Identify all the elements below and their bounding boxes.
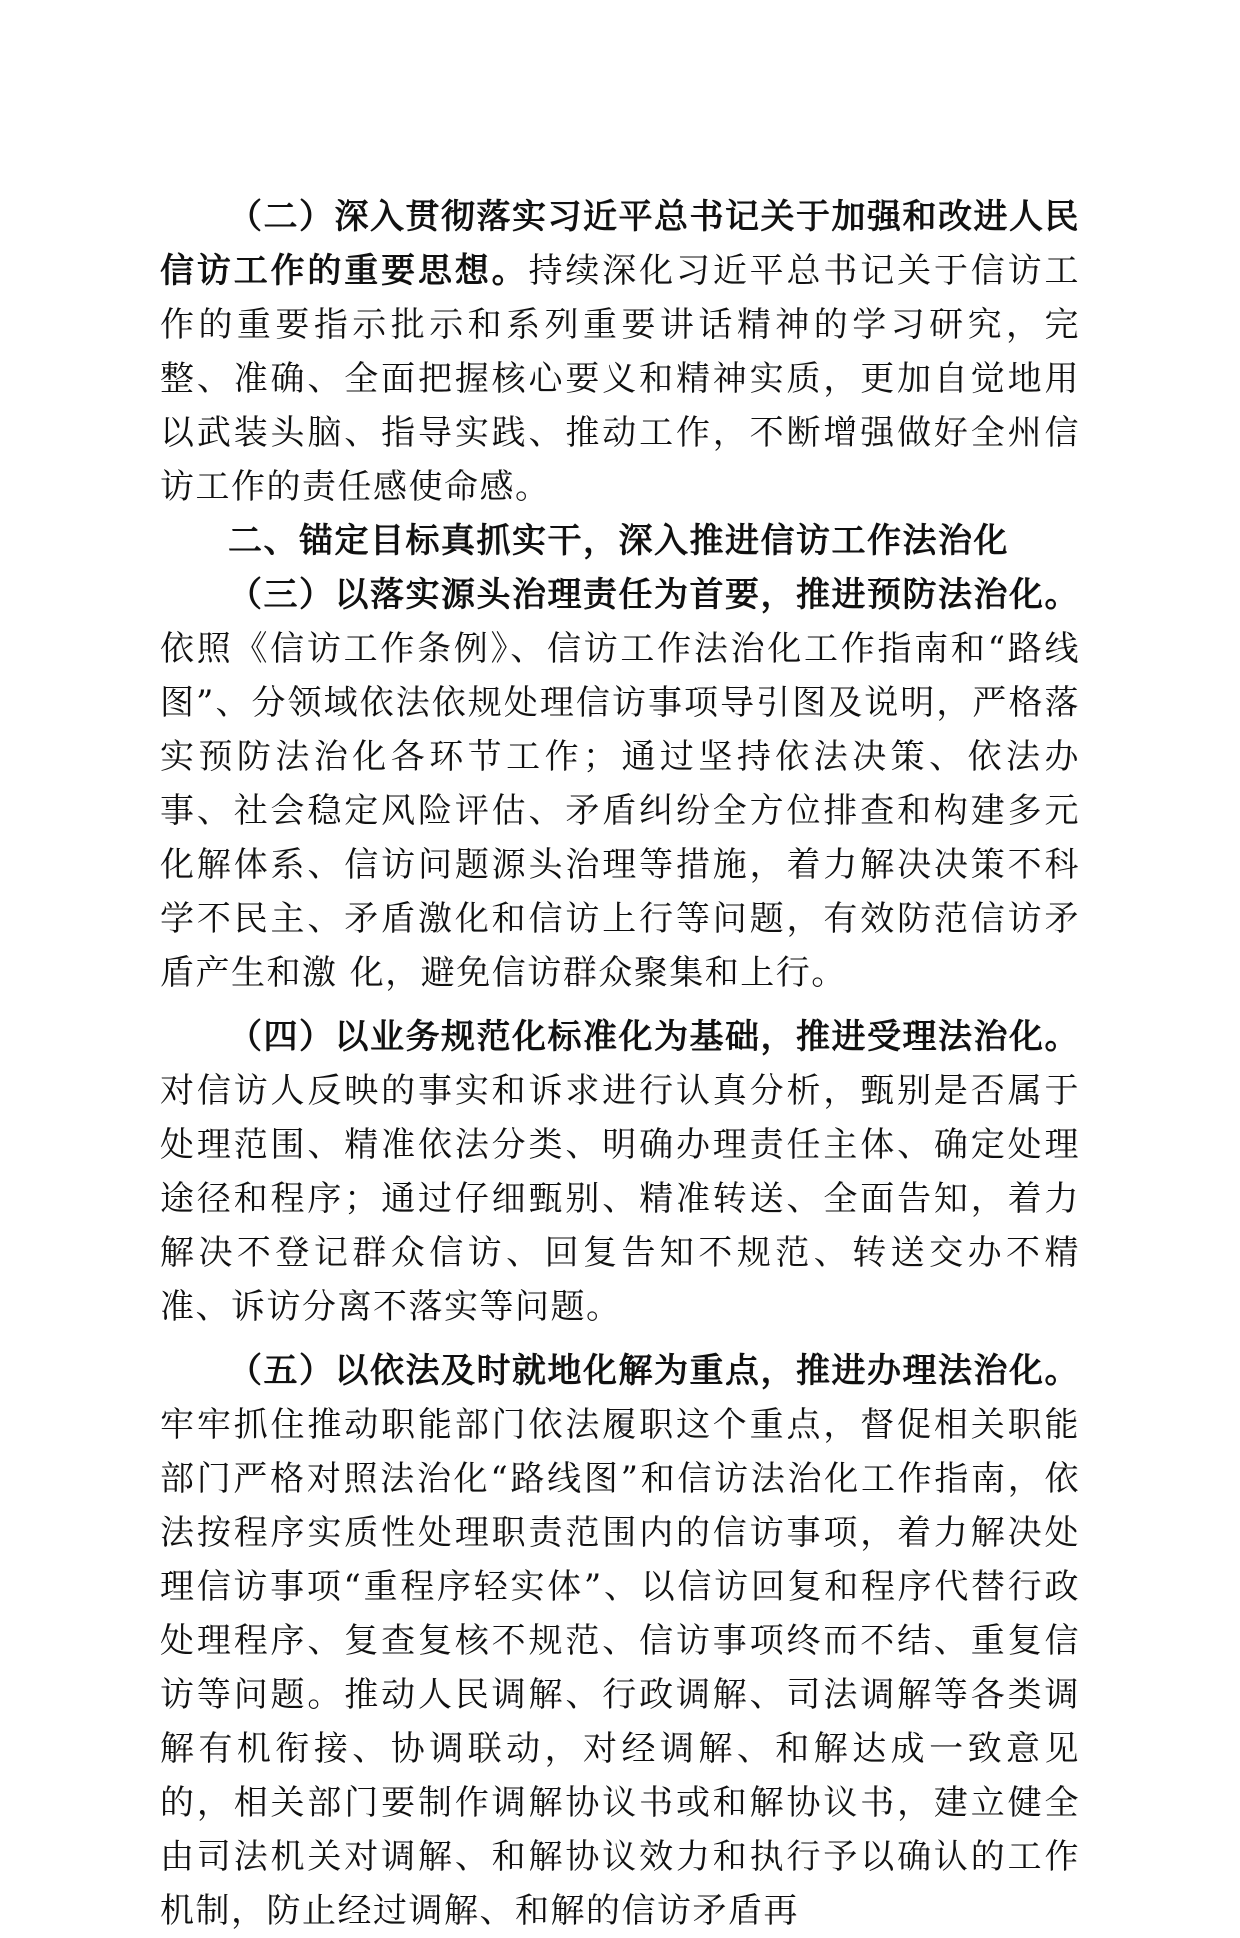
document-page xyxy=(160,190,1080,1938)
paragraph-5 xyxy=(160,1344,1080,1938)
paragraph-3 xyxy=(160,568,1080,1000)
paragraph-4-lead: （四）以业务规范化标准化为基础，推进受理法治化。 xyxy=(228,1017,1080,1057)
paragraph-3-body: 依照《信访工作条例》、信访工作法治化工作指南和“路线图”、分领域依法依规处理信访事项导引图及说明，严格落实预防法治化各环节工作；通过坚持依法决策、依法办事、社会稳定风险评估、矛盾纠纷全方位排查和构建多元化解体系、信访问题源头治理等措施，着力解决决策不科学不民主、矛盾激化和信访上行等问题，有效防范信访矛盾产生和激 化，避免信访群众聚集和上行。 xyxy=(160,629,1080,993)
paragraph-4 xyxy=(160,1010,1080,1334)
paragraph-2-lead: （二）深入贯彻落实习近平总书记关于加强和改进人民信访工作的重要思想。 xyxy=(160,197,1080,291)
paragraph-5-body: 牢牢抓住推动职能部门依法履职这个重点，督促相关职能部门严格对照法治化“路线图”和信访法治化工作指南，依法按程序实质性处理职责范围内的信访事项，着力解决处理信访事项“重程序轻实体”、以信访回复和程序代替行政处理程序、复查复核不规范、信访事项终而不结、重复信访等问题。推动人民调解、行政调解、司法调解等各类调解有机衔接、协调联动，对经调解、和解达成一致意见的，相关部门要制作调解协议书或和解协议书，建立健全由司法机关对调解、和解协议效力和执行予以确认的工作机制，防止经过调解、和解的信访矛盾再 xyxy=(160,1405,1080,1931)
paragraph-4-body: 对信访人反映的事实和诉求进行认真分析，甄别是否属于处理范围、精准依法分类、明确办理责任主体、确定处理途径和程序；通过仔细甄别、精准转送、全面告知，着力解决不登记群众信访、回复告知不规范、转送交办不精准、诉访分离不落实等问题。 xyxy=(160,1071,1080,1327)
paragraph-5-lead: （五）以依法及时就地化解为重点，推进办理法治化。 xyxy=(228,1351,1080,1391)
paragraph-2 xyxy=(160,190,1080,514)
section-heading-2: 二、锚定目标真抓实干，深入推进信访工作法治化 xyxy=(228,521,1009,561)
paragraph-2-body: 持续深化习近平总书记关于信访工作的重要指示批示和系列重要讲话精神的学习研究，完整、准确、全面把握核心要义和精神实质，更加自觉地用以武装头脑、指导实践、推动工作，不断增强做好全州信访工作的责任感使命感。 xyxy=(160,251,1081,507)
paragraph-3-lead: （三）以落实源头治理责任为首要，推进预防法治化。 xyxy=(228,575,1080,615)
